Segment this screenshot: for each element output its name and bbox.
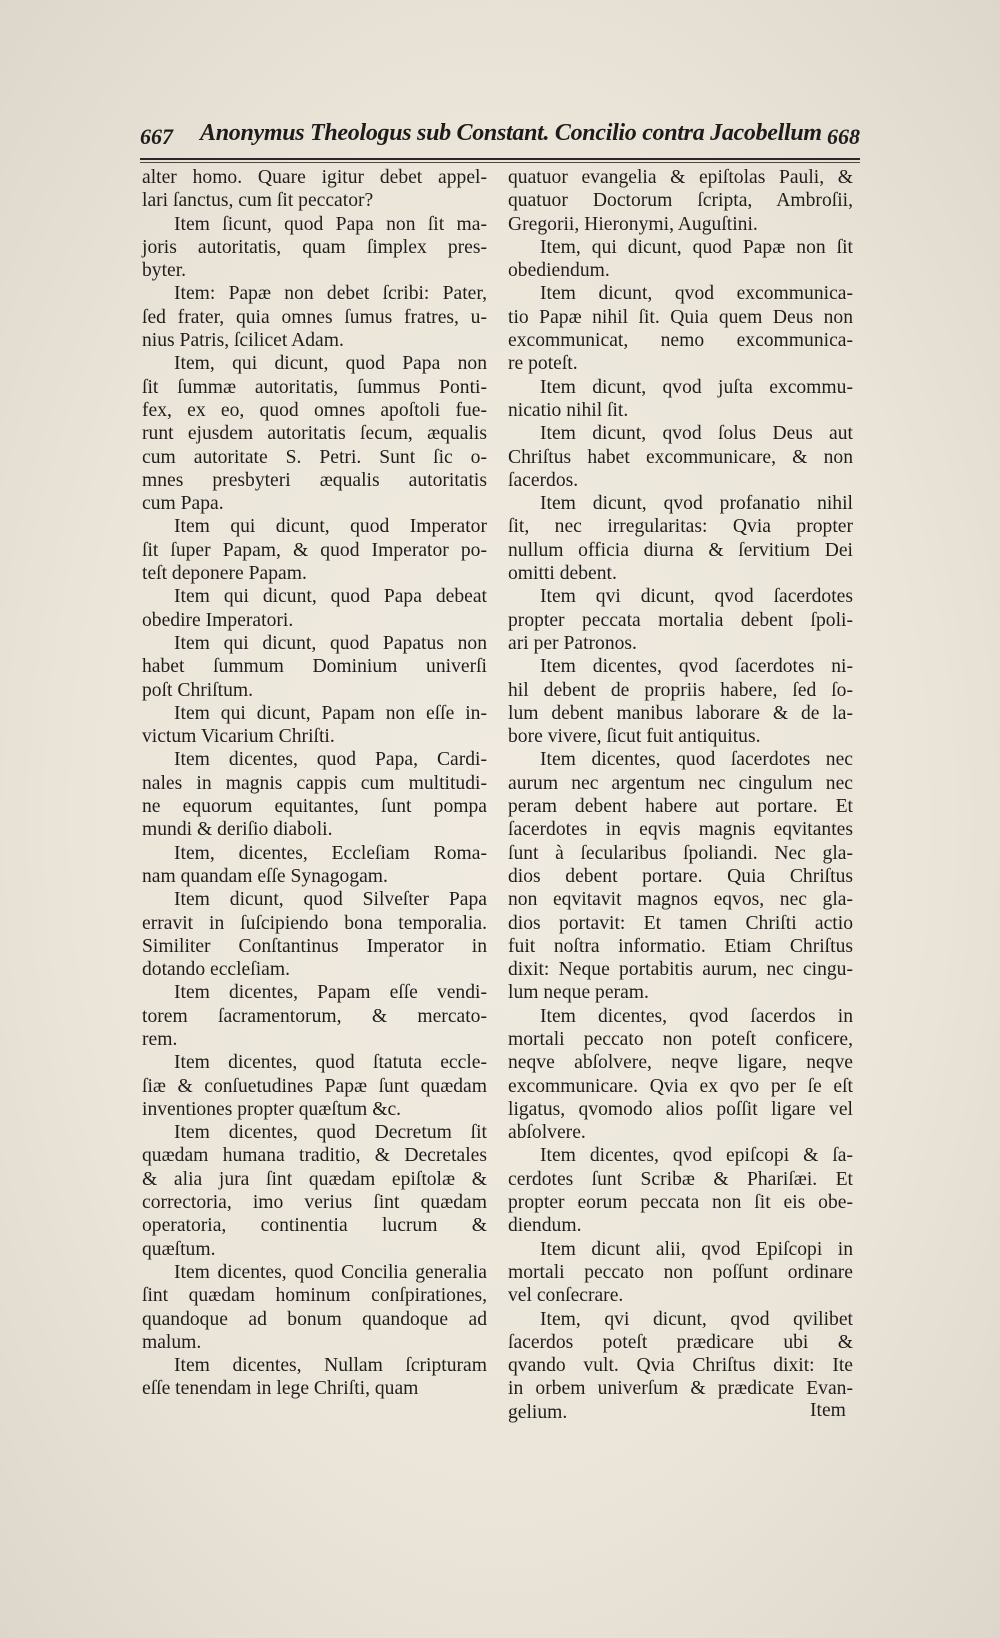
catchword: Item bbox=[810, 1400, 846, 1421]
text-line: joris autoritatis, quam ſimplex pres- bbox=[142, 236, 487, 258]
text-line: Item qui dicunt, quod Papatus non bbox=[174, 632, 487, 654]
text-line: Item dicunt, qvod excommunica- bbox=[540, 283, 853, 305]
text-line: bore vivere, ſicut fuit antiquitus. bbox=[508, 726, 761, 748]
text-line: obediendum. bbox=[508, 260, 610, 282]
right-column bbox=[508, 166, 853, 1424]
text-line: rem. bbox=[142, 1028, 178, 1050]
text-line: Chriſtus habet excommunicare, & non bbox=[508, 446, 853, 468]
text-line: quatuor Doctorum ſcripta, Ambroſii, bbox=[508, 190, 853, 212]
text-line: qvando vult. Qvia Chriſtus dixit: Ite bbox=[508, 1355, 853, 1377]
text-line: Item dicentes, Nullam ſcripturam bbox=[174, 1355, 487, 1377]
text-line: Item dicentes, quod ſacerdotes nec bbox=[540, 749, 853, 771]
text-line: ſiæ & conſuetudines Papæ ſunt quædam bbox=[142, 1075, 487, 1097]
text-line: Item dicentes, Papam eſſe vendi- bbox=[174, 982, 487, 1004]
text-line: dios debent portare. Quia Chriſtus bbox=[508, 865, 853, 887]
text-line: eſſe tenendam in lege Chriſti, quam bbox=[142, 1378, 419, 1400]
text-line: gelium. bbox=[508, 1401, 568, 1423]
text-line: ari per Patronos. bbox=[508, 632, 637, 654]
text-line: obedire Imperatori. bbox=[142, 609, 294, 631]
text-line: Item dicentes, qvod ſacerdos in bbox=[540, 1005, 853, 1027]
text-line: omitti debent. bbox=[508, 563, 617, 585]
page-header bbox=[140, 118, 860, 158]
text-line: inventiones propter quæſtum &c. bbox=[142, 1098, 402, 1120]
text-line: correctoria, imo verius ſint quædam bbox=[142, 1192, 487, 1214]
text-line: dotando eccleſiam. bbox=[142, 959, 290, 981]
text-line: fex, ex eo, quod omnes apoſtoli fue- bbox=[142, 399, 487, 421]
text-line: ſacerdos. bbox=[508, 469, 579, 491]
text-line: propter eorum peccata non ſit eis obe- bbox=[508, 1192, 853, 1214]
text-line: diendum. bbox=[508, 1215, 582, 1237]
text-line: Item dicentes, quod ſtatuta eccle- bbox=[174, 1052, 487, 1074]
text-line: Item, dicentes, Eccleſiam Roma- bbox=[174, 842, 487, 864]
text-line: mnes presbyteri æqualis autoritatis bbox=[142, 469, 487, 491]
text-line: abſolvere. bbox=[508, 1122, 586, 1144]
text-line: excommunicare. Qvia ex qvo per ſe eſt bbox=[508, 1075, 853, 1097]
text-line: tio Papæ nihil ſit. Quia quem Deus non bbox=[508, 306, 853, 328]
text-line: ſit ſummæ autoritatis, ſummus Ponti- bbox=[142, 376, 487, 398]
text-line: cerdotes ſunt Scribæ & Phariſæi. Et bbox=[508, 1168, 853, 1190]
text-line: nius Patris, ſcilicet Adam. bbox=[142, 330, 344, 352]
text-line: ſit ſuper Papam, & quod Imperator po- bbox=[142, 539, 487, 561]
text-line: byter. bbox=[142, 260, 187, 282]
text-line: Item dicunt alii, qvod Epiſcopi in bbox=[540, 1238, 853, 1260]
text-line: cum Papa. bbox=[142, 493, 224, 515]
page-number-left: 667 bbox=[140, 124, 173, 149]
text-line: Item dicentes, qvod epiſcopi & ſa- bbox=[540, 1145, 853, 1167]
text-line: Item dicentes, quod Concilia generalia bbox=[174, 1261, 487, 1283]
running-title: Anonymus Theologus sub Constant. Concilio contra Jacobellum bbox=[200, 120, 822, 146]
text-line: vel conſecrare. bbox=[508, 1285, 624, 1307]
text-line: operatoria, continentia lucrum & bbox=[142, 1215, 487, 1237]
header-rule-thin bbox=[140, 162, 860, 163]
text-line: victum Vicarium Chriſti. bbox=[142, 726, 335, 748]
text-line: ſacerdotes in eqvis magnis eqvitantes bbox=[508, 819, 853, 841]
text-line: Item, qui dicunt, quod Papa non bbox=[174, 353, 487, 375]
text-line: Item dicentes, quod Papa, Cardi- bbox=[174, 749, 487, 771]
text-line: quandoque ad bonum quandoque ad bbox=[142, 1308, 487, 1330]
text-line: Item, qvi dicunt, qvod qvilibet bbox=[540, 1308, 853, 1330]
text-line: ne equorum equitantes, ſunt pompa bbox=[142, 796, 487, 818]
text-line: Item qui dicunt, quod Papa debeat bbox=[174, 586, 487, 608]
text-line: aurum nec argentum nec cingulum nec bbox=[508, 772, 853, 794]
text-line: ſed frater, quia omnes ſumus fratres, u- bbox=[142, 306, 487, 328]
text-line: lari ſanctus, cum ſit peccator? bbox=[142, 190, 374, 212]
text-line: lum neque peram. bbox=[508, 982, 649, 1004]
text-line: Item dicunt, qvod juſta excommu- bbox=[540, 376, 853, 398]
text-line: nicatio nihil ſit. bbox=[508, 399, 629, 421]
text-line: Item dicunt, quod Silveſter Papa bbox=[174, 889, 487, 911]
text-line: mortali peccato non poteſt conficere, bbox=[508, 1028, 853, 1050]
text-line: torem ſacramentorum, & mercato- bbox=[142, 1005, 487, 1027]
text-line: nales in magnis cappis cum multitudi- bbox=[142, 772, 487, 794]
text-line: Gregorii, Hieronymi, Auguſtini. bbox=[508, 213, 758, 235]
text-line: in orbem univerſum & prædicate Evan- bbox=[508, 1378, 853, 1400]
text-line: Similiter Conſtantinus Imperator in bbox=[142, 935, 487, 957]
text-line: ſacerdos poteſt prædicare ubi & bbox=[508, 1331, 853, 1353]
text-line: alter homo. Quare igitur debet appel- bbox=[142, 167, 487, 188]
text-line: Item dicunt, qvod profanatio nihil bbox=[540, 493, 853, 515]
text-line: neqve abſolvere, neqve ligare, neqve bbox=[508, 1052, 853, 1074]
text-line: malum. bbox=[142, 1331, 202, 1353]
text-line: Item: Papæ non debet ſcribi: Pater, bbox=[174, 283, 487, 305]
text-line: Item dicunt, qvod ſolus Deus aut bbox=[540, 423, 853, 445]
text-line: excommunicat, nemo excommunica- bbox=[508, 330, 853, 352]
text-line: quædam humana traditio, & Decretales bbox=[142, 1145, 487, 1167]
text-line: fuit noſtra informatio. Etiam Chriſtus bbox=[508, 935, 853, 957]
text-line: & alia jura ſint quædam epiſtolæ & bbox=[142, 1168, 487, 1190]
text-line: runt ejusdem autoritatis ſecum, æqualis bbox=[142, 423, 487, 445]
page-number-right: 668 bbox=[827, 124, 860, 149]
text-line: nam quandam eſſe Synagogam. bbox=[142, 865, 388, 887]
text-line: re poteſt. bbox=[508, 353, 578, 375]
text-line: ſint quædam hominum conſpirationes, bbox=[142, 1285, 487, 1307]
text-line: Item ſicunt, quod Papa non ſit ma- bbox=[174, 213, 487, 235]
left-column bbox=[142, 166, 487, 1401]
text-line: Item dicentes, qvod ſacerdotes ni- bbox=[540, 656, 853, 678]
text-line: ligatus, qvomodo alios poſſit ligare vel bbox=[508, 1098, 853, 1120]
text-line: mortali peccato non poſſunt ordinare bbox=[508, 1261, 853, 1283]
text-line: hil debent de propriis habere, ſed ſo- bbox=[508, 679, 853, 701]
text-line: mundi & deriſio diaboli. bbox=[142, 819, 333, 841]
text-line: poſt Chriſtum. bbox=[142, 679, 254, 701]
text-line: Item dicentes, quod Decretum ſit bbox=[174, 1122, 487, 1144]
text-line: quatuor evangelia & epiſtolas Pauli, & bbox=[508, 167, 853, 188]
text-line: erravit in ſuſcipiendo bona temporalia. bbox=[142, 912, 487, 934]
text-line: dios portavit: Et tamen Chriſti actio bbox=[508, 912, 853, 934]
text-line: Item, qui dicunt, quod Papæ non ſit bbox=[540, 236, 853, 258]
text-line: non eqvitavit magnos eqvos, nec gla- bbox=[508, 889, 853, 911]
text-line: Item qvi dicunt, qvod ſacerdotes bbox=[540, 586, 853, 608]
text-line: teſt deponere Papam. bbox=[142, 563, 307, 585]
text-line: habet ſummum Dominium univerſi bbox=[142, 656, 487, 678]
text-line: peram debent habere aut portare. Et bbox=[508, 796, 853, 818]
text-line: quæſtum. bbox=[142, 1238, 216, 1260]
text-line: dixit: Neque portabitis aurum, nec cingu- bbox=[508, 959, 853, 981]
text-line: Item qui dicunt, Papam non eſſe in- bbox=[174, 702, 487, 724]
text-line: ſunt à ſecularibus ſpoliandi. Nec gla- bbox=[508, 842, 853, 864]
text-line: cum autoritate S. Petri. Sunt ſic o- bbox=[142, 446, 487, 468]
text-line: propter peccata mortalia debent ſpoli- bbox=[508, 609, 853, 631]
text-line: ſit, nec irregularitas: Qvia propter bbox=[508, 516, 853, 538]
text-line: lum debent manibus laborare & de la- bbox=[508, 702, 853, 724]
text-line: Item qui dicunt, quod Imperator bbox=[174, 516, 487, 538]
text-line: nullum officia diurna & ſervitium Dei bbox=[508, 539, 853, 561]
header-rule bbox=[140, 158, 860, 160]
